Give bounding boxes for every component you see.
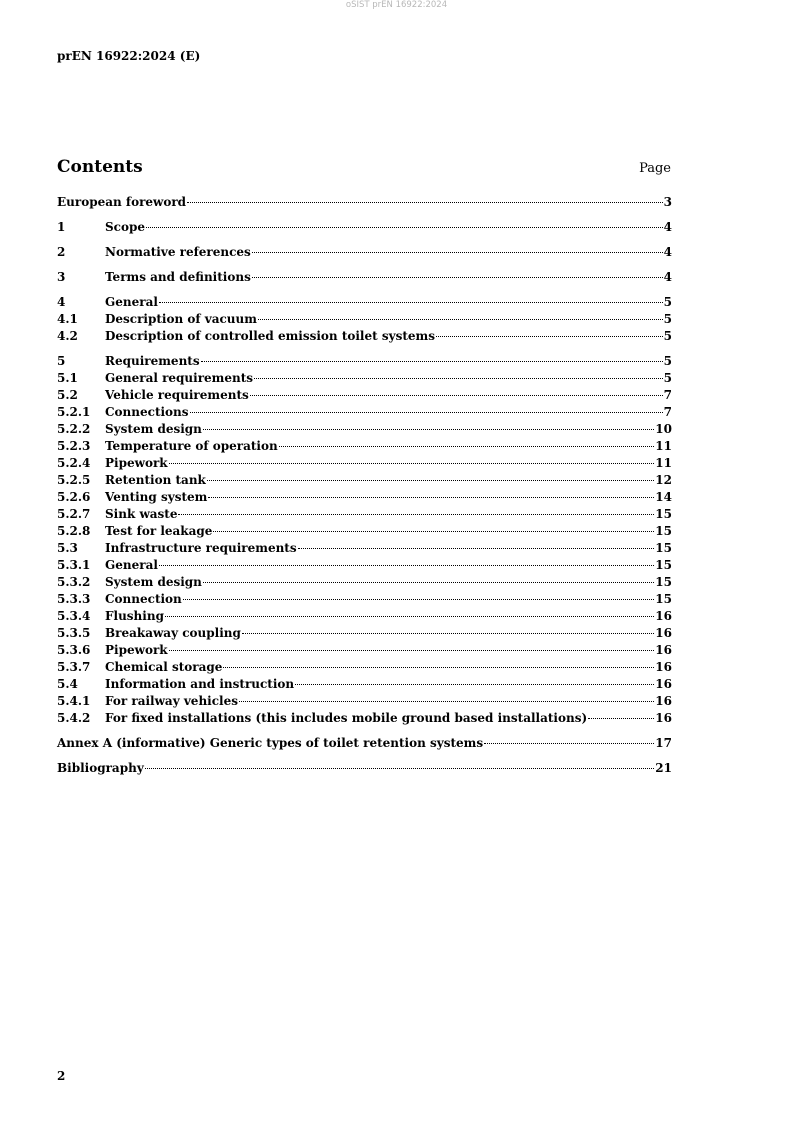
toc-entry-title: General (105, 558, 158, 572)
toc-entry-page: 11 (655, 456, 672, 470)
toc-entry-page: 5 (663, 329, 672, 343)
toc-dot-leader (254, 378, 663, 379)
toc-entry-title: For fixed installations (this includes mobile ground based installations) (105, 711, 588, 725)
toc-entry-number: 5.1 (57, 371, 78, 385)
toc-dot-leader (159, 565, 654, 566)
toc-entry-title: Pipework (105, 643, 168, 657)
toc-entry[interactable] (57, 574, 672, 591)
toc-entry-page: 14 (655, 490, 672, 504)
toc-entry-page: 3 (663, 195, 672, 209)
toc-entry[interactable] (57, 642, 672, 659)
toc-dot-leader (239, 701, 654, 702)
watermark: oSIST prEN 16922:2024 (345, 0, 448, 10)
document-id: prEN 16922:2024 (E) (57, 49, 201, 63)
toc-entry-title: Flushing (105, 609, 164, 623)
contents-title: Contents (57, 157, 143, 177)
toc-entry-title: Requirements (105, 354, 200, 368)
toc-entry-page: 16 (655, 694, 672, 708)
toc-entry-number: 5.3.2 (57, 575, 91, 589)
toc-entry[interactable] (57, 735, 672, 752)
toc-entry-number: 5.3.7 (57, 660, 91, 674)
toc-entry-number: 5.3.6 (57, 643, 91, 657)
toc-entry-page: 16 (655, 660, 672, 674)
toc-entry-number: 5.2 (57, 388, 78, 402)
toc-dot-leader (203, 429, 654, 430)
toc-dot-leader (145, 768, 655, 769)
toc-entry-title: Connections (105, 405, 189, 419)
toc-entry[interactable] (57, 421, 672, 438)
toc-dot-leader (436, 336, 663, 337)
toc-dot-leader (588, 718, 654, 719)
toc-entry[interactable] (57, 557, 672, 574)
toc-entry-number: 5.2.2 (57, 422, 91, 436)
toc-dot-leader (252, 252, 663, 253)
toc-entry-number: 3 (57, 270, 66, 284)
toc-entry[interactable] (57, 194, 672, 211)
toc-dot-leader (484, 743, 654, 744)
toc-dot-leader (223, 667, 654, 668)
toc-entry-title: Pipework (105, 456, 168, 470)
toc-entry[interactable] (57, 523, 672, 540)
toc-entry-page: 15 (655, 592, 672, 606)
toc-entry-title: Vehicle requirements (105, 388, 249, 402)
toc-entry-page: 16 (655, 643, 672, 657)
toc-entry-title: System design (105, 422, 202, 436)
toc-entry[interactable] (57, 244, 672, 261)
toc-entry-title: General requirements (105, 371, 254, 385)
toc-entry-title: European foreword (57, 195, 187, 209)
toc-entry-title: Information and instruction (105, 677, 295, 691)
toc-entry-title: Description of controlled emission toilet systems (105, 329, 435, 343)
toc-entry-title: For railway vehicles (105, 694, 238, 708)
toc-entry-number: 5.3 (57, 541, 78, 555)
toc-entry-page: 10 (655, 422, 672, 436)
toc-entry[interactable] (57, 219, 672, 236)
toc-entry-page: 5 (663, 371, 672, 385)
toc-entry-page: 5 (663, 312, 672, 326)
toc-entry-title: Breakaway coupling (105, 626, 241, 640)
page-number: 2 (57, 1069, 66, 1083)
toc-entry[interactable] (57, 472, 672, 489)
toc-entry[interactable] (57, 387, 672, 404)
toc-entry-title: Sink waste (105, 507, 178, 521)
toc-entry-page: 7 (663, 405, 672, 419)
toc-entry-page: 5 (663, 354, 672, 368)
toc-entry-page: 5 (663, 295, 672, 309)
contents-heading (57, 157, 671, 177)
toc-entry-page: 15 (655, 524, 672, 538)
toc-entry-number: 5.4.1 (57, 694, 91, 708)
toc-dot-leader (187, 202, 663, 203)
toc-dot-leader (298, 548, 655, 549)
page-column-label: Page (639, 161, 671, 176)
toc-entry-number: 5.2.7 (57, 507, 91, 521)
toc-dot-leader (203, 582, 654, 583)
toc-dot-leader (190, 412, 663, 413)
toc-entry-number: 5.2.3 (57, 439, 91, 453)
toc-entry-title: Normative references (105, 245, 251, 259)
toc-entry[interactable] (57, 693, 672, 710)
toc-dot-leader (208, 497, 654, 498)
toc-dot-leader (279, 446, 655, 447)
toc-entry-page: 15 (655, 541, 672, 555)
toc-entry[interactable] (57, 370, 672, 387)
toc-dot-leader (146, 227, 663, 228)
toc-entry[interactable] (57, 269, 672, 286)
toc-entry-title: Test for leakage (105, 524, 213, 538)
toc-entry-number: 2 (57, 245, 66, 259)
toc-entry-number: 5.2.4 (57, 456, 91, 470)
toc-entry-number: 5.3.4 (57, 609, 91, 623)
toc-entry-title: Infrastructure requirements (105, 541, 297, 555)
toc-entry-title: Connection (105, 592, 182, 606)
toc-entry[interactable] (57, 328, 672, 345)
table-of-contents (57, 194, 672, 777)
toc-dot-leader (169, 650, 655, 651)
toc-entry-number: 4 (57, 295, 66, 309)
toc-dot-leader (159, 302, 663, 303)
toc-entry-number: 5.3.5 (57, 626, 91, 640)
toc-entry-title: Chemical storage (105, 660, 223, 674)
toc-entry-page: 16 (655, 677, 672, 691)
toc-entry-page: 15 (655, 507, 672, 521)
toc-entry-page: 17 (655, 736, 672, 750)
toc-dot-leader (165, 616, 654, 617)
toc-entry-page: 11 (655, 439, 672, 453)
toc-entry-page: 4 (663, 270, 672, 284)
toc-entry[interactable] (57, 659, 672, 676)
toc-entry[interactable] (57, 540, 672, 557)
toc-entry[interactable] (57, 710, 672, 727)
toc-entry-page: 15 (655, 575, 672, 589)
toc-entry-page: 16 (655, 626, 672, 640)
toc-entry[interactable] (57, 625, 672, 642)
toc-entry-title: General (105, 295, 158, 309)
toc-entry-page: 4 (663, 220, 672, 234)
toc-entry-number: 5.4.2 (57, 711, 91, 725)
toc-entry-page: 4 (663, 245, 672, 259)
toc-dot-leader (250, 395, 663, 396)
toc-entry-number: 1 (57, 220, 66, 234)
toc-dot-leader (213, 531, 654, 532)
toc-entry-number: 5.2.6 (57, 490, 91, 504)
toc-entry-number: 5.2.1 (57, 405, 91, 419)
toc-entry[interactable] (57, 760, 672, 777)
toc-entry-title: Venting system (105, 490, 208, 504)
toc-entry-title: Description of vacuum (105, 312, 257, 326)
toc-entry[interactable] (57, 676, 672, 693)
toc-entry-number: 5.2.8 (57, 524, 91, 538)
toc-dot-leader (242, 633, 654, 634)
toc-entry-title: Bibliography (57, 761, 144, 775)
toc-entry-title: Retention tank (105, 473, 206, 487)
toc-dot-leader (258, 319, 663, 320)
toc-dot-leader (295, 684, 654, 685)
toc-entry-title: Annex A (informative) Generic types of toilet retention systems (57, 736, 484, 750)
toc-entry[interactable] (57, 489, 672, 506)
toc-entry-title: Terms and definitions (105, 270, 251, 284)
toc-entry[interactable] (57, 353, 672, 370)
toc-entry-number: 5.2.5 (57, 473, 91, 487)
toc-entry[interactable] (57, 506, 672, 523)
toc-entry[interactable] (57, 311, 672, 328)
toc-entry-number: 5.4 (57, 677, 78, 691)
toc-entry-page: 16 (655, 609, 672, 623)
toc-entry-page: 15 (655, 558, 672, 572)
toc-entry-page: 16 (655, 711, 672, 725)
toc-dot-leader (201, 361, 663, 362)
toc-entry[interactable] (57, 455, 672, 472)
toc-dot-leader (252, 277, 663, 278)
toc-entry-page: 21 (655, 761, 672, 775)
toc-entry-number: 4.2 (57, 329, 78, 343)
toc-dot-leader (207, 480, 654, 481)
toc-dot-leader (178, 514, 654, 515)
toc-entry[interactable] (57, 608, 672, 625)
toc-entry[interactable] (57, 591, 672, 608)
toc-entry-number: 5.3.1 (57, 558, 91, 572)
toc-entry-number: 5.3.3 (57, 592, 91, 606)
toc-entry-title: Temperature of operation (105, 439, 278, 453)
toc-dot-leader (169, 463, 655, 464)
toc-entry-title: System design (105, 575, 202, 589)
toc-dot-leader (183, 599, 655, 600)
toc-entry[interactable] (57, 438, 672, 455)
toc-entry[interactable] (57, 294, 672, 311)
toc-entry-page: 12 (655, 473, 672, 487)
toc-entry-number: 4.1 (57, 312, 78, 326)
toc-entry[interactable] (57, 404, 672, 421)
toc-entry-page: 7 (663, 388, 672, 402)
toc-entry-number: 5 (57, 354, 66, 368)
toc-entry-title: Scope (105, 220, 146, 234)
